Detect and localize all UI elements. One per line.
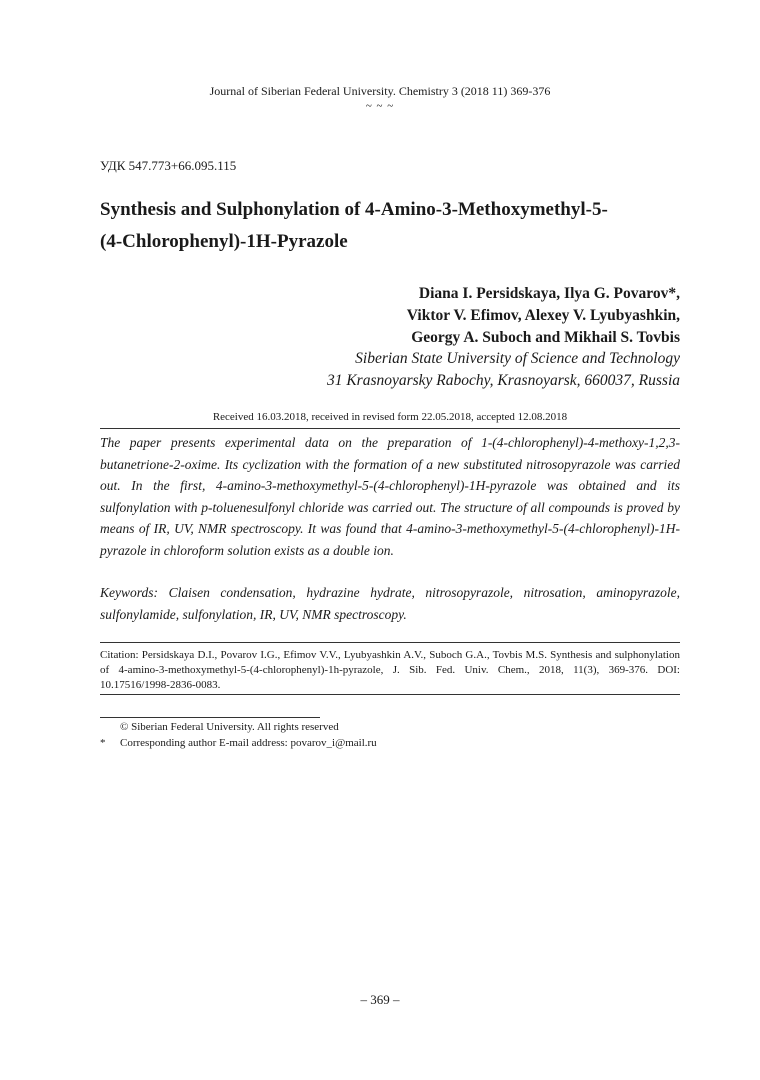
affiliation-line-1: Siberian State University of Science and Technology xyxy=(355,350,680,367)
footnote-rule xyxy=(100,717,320,718)
received-dates: Received 16.03.2018, received in revised form 22.05.2018, accepted 12.08.2018 xyxy=(212,411,568,423)
citation-bottom-rule xyxy=(100,694,680,695)
citation: Citation: Persidskaya D.I., Povarov I.G., Efimov V.V., Lyubyashkin A.V., Suboch G.A., Tovbis M.S. Synthesis and sulphonylation of 4-amino-3-methoxymethyl-5-(4-chlorophenyl)-1h-pyrazole, J. Sib. Fed. Univ. Chem., 2018, 11(3), 369-376. DOI: 10.17516/1998-2836-0083. xyxy=(100,649,680,691)
keywords: Keywords: Claisen condensation, hydrazine hydrate, nitrosopyrazole, nitrosation, aminopyrazole, sulfonylamide, sulfonylation, IR, UV, NMR spectroscopy. xyxy=(100,585,680,622)
authors-line-2: Viktor V. Efimov, Alexey V. Lyubyashkin, xyxy=(406,307,680,324)
authors-line-1: Diana I. Persidskaya, Ilya G. Povarov*, xyxy=(418,285,680,302)
title-line-1: Synthesis and Sulphonylation of 4-Amino-3-Methoxymethyl-5- xyxy=(100,199,608,220)
footnote-star: * xyxy=(100,737,106,749)
affiliation xyxy=(327,348,680,392)
udk-code: УДК 547.773+66.095.115 xyxy=(100,158,237,173)
abstract-top-rule xyxy=(100,428,680,429)
title-line-2: (4-Chlorophenyl)-1H-Pyrazole xyxy=(100,231,348,252)
corresponding-author-footnote: Corresponding author E-mail address: povarov_i@mail.ru xyxy=(120,737,377,749)
citation-top-rule xyxy=(100,642,680,643)
copyright-footnote: © Siberian Federal University. All rights reserved xyxy=(120,721,339,733)
affiliation-line-2: 31 Krasnoyarsky Rabochy, Krasnoyarsk, 660037, Russia xyxy=(326,372,680,389)
header-separator: ~ ~ ~ xyxy=(365,100,395,112)
author-list xyxy=(407,283,680,349)
authors-line-3: Georgy A. Suboch and Mikhail S. Tovbis xyxy=(411,329,680,346)
journal-header: Journal of Siberian Federal University. Chemistry 3 (2018 11) 369-376 xyxy=(209,84,551,98)
page-number: – 369 – xyxy=(360,992,400,1007)
abstract: The paper presents experimental data on the preparation of 1-(4-chlorophenyl)-4-methoxy-1,2,3-butanetrione-2-oxime. Its cyclization with the formation of a new substituted nitrosopyrazole was carried out. In the first, 4-amino-3-methoxymethyl-5-(4-chlorophenyl)-1H-pyrazole was obtained and its sulfonylation with p-toluenesulfonyl chloride was carried out. The structure of all compounds is proved by means of IR, UV, NMR spectroscopy. It was found that 4-amino-3-methoxymethyl-5-(4-chlorophenyl)-1H-pyrazole in chloroform solution exists as a double ion. xyxy=(100,435,680,558)
paper-title xyxy=(100,194,680,258)
